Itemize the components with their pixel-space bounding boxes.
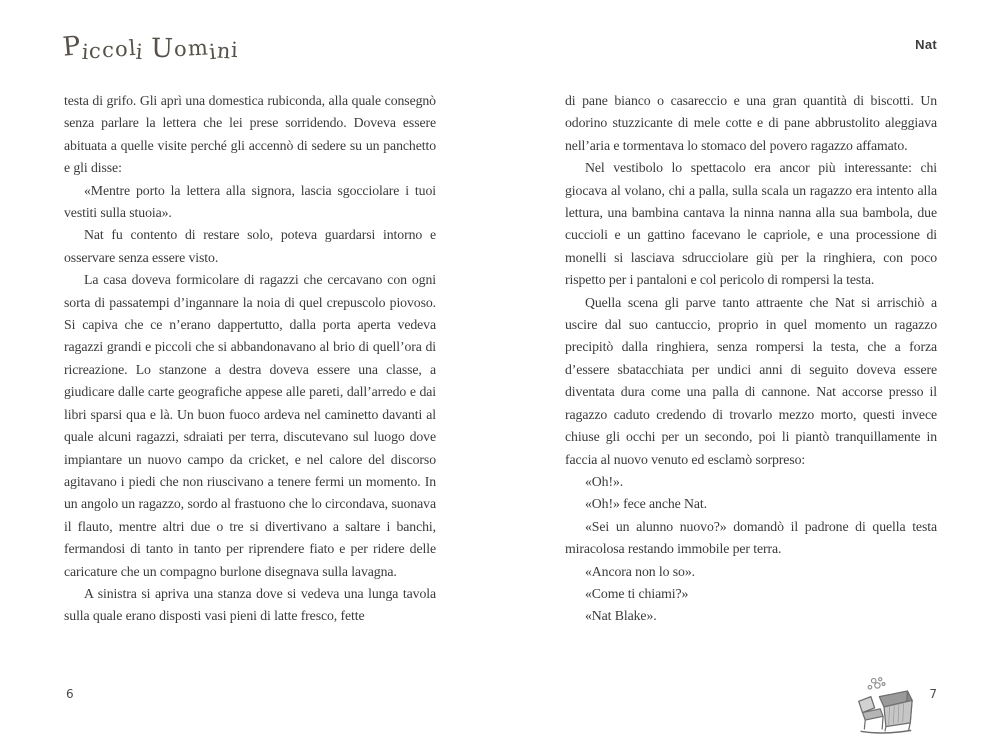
- paragraph: «Mentre porto la lettera alla signora, lascia sgocciolare i tuoi vestiti sulla stuoia».: [64, 182, 436, 221]
- paragraph: di pane bianco o casareccio e una gran quantità di biscotti. Un odorino stuzzicante di mele cotte e di pane abbrustolito aleggiava nell’aria e tormentava lo stomaco del povero ragazzo affamato.: [565, 93, 937, 153]
- paragraph: «Sei un alunno nuovo?» domandò il padrone di quella testa miracolosa restando immobile per terra.: [565, 518, 937, 557]
- paragraph: Nel vestibolo lo spettacolo era ancor più interessante: chi giocava al volano, chi a palla, sulla scala un ragazzo era intento alla lettura, una bambina cantava la ninna nanna alla sua bambola, due cuccioli e un gattino facevano le capriole, e una processione di monelli si lasciava sdrucciolare giù per la ringhiera, con poco rispetto per i pantaloni e col pericolo di rompersi la testa.: [565, 160, 937, 288]
- book-title-header: Piccoli Uomini: [61, 31, 240, 65]
- paragraph: «Ancora non lo so».: [585, 563, 695, 579]
- paragraph: «Come ti chiami?»: [585, 585, 689, 601]
- right-page-text: [565, 90, 937, 628]
- paragraph: «Nat Blake».: [585, 608, 657, 624]
- chapter-header: Nat: [915, 37, 937, 52]
- paragraph: «Oh!».: [585, 473, 624, 489]
- paragraph: La casa doveva formicolare di ragazzi che cercavano con ogni sorta di passatempi d’ingannare la noia di quel crepuscolo piovoso. Si capiva che ce n’erano dappertutto, dalla porta aperta vedeva ragazzi grandi e piccoli che si abbandonavano al brio di quell’ora di ricreazione. Lo stanzone a destra doveva essere una classe, a giudicare dalle carte geografiche appese alle pareti, dall’arredo e dai libri sparsi qua e là. Un buon fuoco ardeva nel caminetto davanti al quale alcuni ragazzi, sdraiati per terra, discutevano sul luogo dove impiantare un nuovo campo da cricket, e nel calore del discorso agitavano i piedi che non riuscivano a tenere fermi un momento. In un angolo un ragazzo, sordo al frastuono che lo circondava, suonava il flauto, mentre altri due o tre si divertivano a saltare i banchi, fermandosi di tanto in tanto per riprendere fiato e per ridere delle caricature che un compagno burlone disegnava sulla lavagna.: [64, 272, 436, 579]
- paragraph: testa di grifo. Gli aprì una domestica rubiconda, alla quale consegnò senza parlare la lettera che lei prese sorridendo. Doveva essere abituata a quelle visite perché gli accennò di sedere su un panchetto e gli disse:: [64, 93, 436, 176]
- page-number-left: 6: [66, 687, 74, 701]
- paragraph: Nat fu contento di restare solo, poteva guardarsi intorno e osservare senza essere visto.: [64, 227, 436, 265]
- school-desk-sketch-icon: [851, 676, 917, 736]
- left-page-text: [64, 90, 436, 628]
- page-number-right: 7: [929, 687, 937, 701]
- bubbles-icon: [868, 678, 885, 689]
- paragraph: Quella scena gli parve tanto attraente che Nat si arrischiò a uscire dal suo cantuccio, proprio in quel momento un ragazzo precipitò dalla ringhiera, senza rompersi la testa, che a forza d’essere sbatacchiata per undici anni di seguito doveva essere diventata dura come una palla di cannone. Nat accorse presso il ragazzo caduto credendo di trovarlo mezzo morto, questi invece chiuse gli occhi per un secondo, poi li piantò tranquillamente in faccia al nuovo venuto ed esclamò sorpreso:: [565, 294, 937, 467]
- desk-icon: [859, 691, 912, 733]
- paragraph: A sinistra si apriva una stanza dove si vedeva una lunga tavola sulla quale erano disposti vasi pieni di latte fresco, fette: [64, 585, 436, 624]
- paragraph: «Oh!» fece anche Nat.: [585, 496, 708, 512]
